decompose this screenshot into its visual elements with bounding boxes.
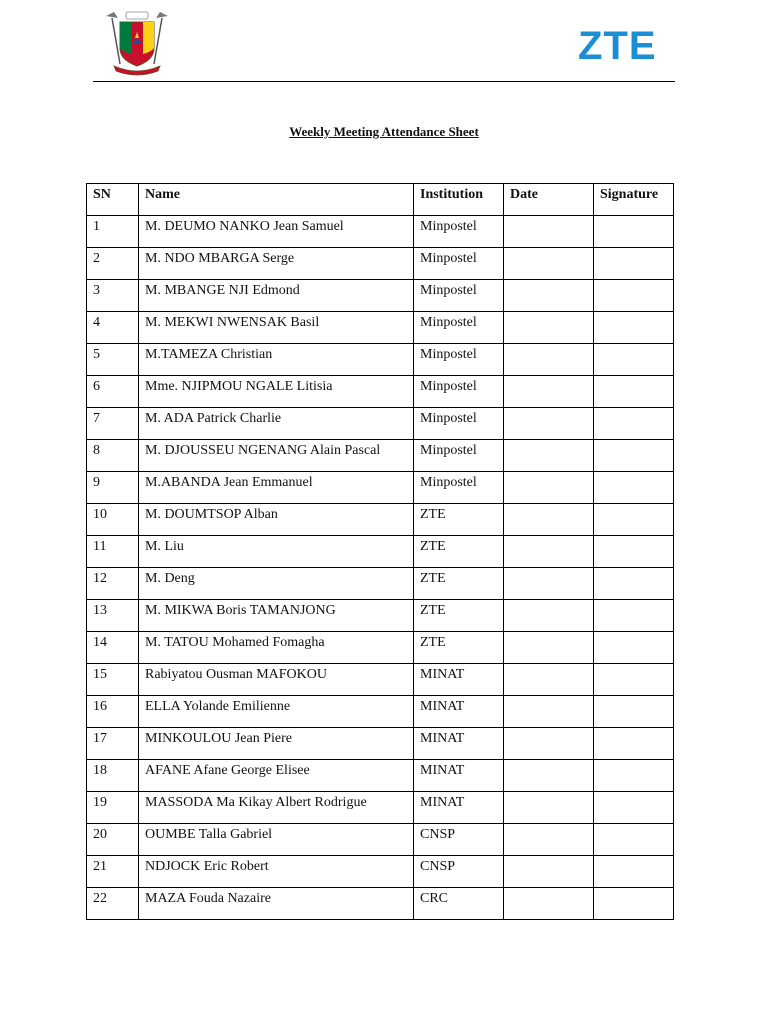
cell-name: M.ABANDA Jean Emmanuel [139, 472, 414, 504]
cell-institution: ZTE [414, 504, 504, 536]
table-row [87, 440, 674, 472]
cell-signature[interactable] [594, 312, 674, 344]
cell-name: M. MBANGE NJI Edmond [139, 280, 414, 312]
cell-institution: Minpostel [414, 408, 504, 440]
table-row [87, 824, 674, 856]
cell-signature[interactable] [594, 472, 674, 504]
cell-date[interactable] [504, 600, 594, 632]
cell-date[interactable] [504, 824, 594, 856]
table-row [87, 504, 674, 536]
cell-institution: Minpostel [414, 312, 504, 344]
cell-date[interactable] [504, 856, 594, 888]
cell-date[interactable] [504, 664, 594, 696]
cell-signature[interactable] [594, 856, 674, 888]
table-row [87, 728, 674, 760]
table-row [87, 664, 674, 696]
table-row [87, 568, 674, 600]
cell-institution: MINAT [414, 728, 504, 760]
cell-date[interactable] [504, 312, 594, 344]
cell-sn: 17 [87, 728, 139, 760]
cell-sn: 16 [87, 696, 139, 728]
table-header-row [87, 184, 674, 216]
cell-sn: 4 [87, 312, 139, 344]
cell-sn: 3 [87, 280, 139, 312]
cell-institution: Minpostel [414, 472, 504, 504]
cameroon-coat-of-arms-icon [104, 8, 170, 76]
cell-date[interactable] [504, 536, 594, 568]
cell-signature[interactable] [594, 440, 674, 472]
cell-date[interactable] [504, 696, 594, 728]
cell-name: AFANE Afane George Elisee [139, 760, 414, 792]
cell-date[interactable] [504, 760, 594, 792]
cell-sn: 19 [87, 792, 139, 824]
cell-date[interactable] [504, 504, 594, 536]
cell-signature[interactable] [594, 536, 674, 568]
cell-sn: 7 [87, 408, 139, 440]
zte-logo: ZTE [578, 24, 657, 68]
cell-date[interactable] [504, 376, 594, 408]
cell-date[interactable] [504, 248, 594, 280]
cell-institution: ZTE [414, 568, 504, 600]
cell-institution: MINAT [414, 696, 504, 728]
cell-date[interactable] [504, 568, 594, 600]
table-row [87, 344, 674, 376]
cell-sn: 2 [87, 248, 139, 280]
table-row [87, 760, 674, 792]
column-header-signature: Signature [594, 184, 674, 216]
cell-institution: CNSP [414, 824, 504, 856]
page-title: Weekly Meeting Attendance Sheet [289, 124, 479, 139]
cell-institution: Minpostel [414, 376, 504, 408]
cell-sn: 14 [87, 632, 139, 664]
table-row [87, 408, 674, 440]
cell-name: OUMBE Talla Gabriel [139, 824, 414, 856]
cell-signature[interactable] [594, 824, 674, 856]
table-row [87, 216, 674, 248]
cell-sn: 6 [87, 376, 139, 408]
table-row [87, 312, 674, 344]
column-header-date: Date [504, 184, 594, 216]
cell-signature[interactable] [594, 408, 674, 440]
cell-sn: 8 [87, 440, 139, 472]
cell-institution: Minpostel [414, 280, 504, 312]
cell-signature[interactable] [594, 664, 674, 696]
cell-sn: 21 [87, 856, 139, 888]
cell-name: MASSODA Ma Kikay Albert Rodrigue [139, 792, 414, 824]
cell-sn: 12 [87, 568, 139, 600]
table-row [87, 280, 674, 312]
cell-signature[interactable] [594, 216, 674, 248]
cell-sn: 9 [87, 472, 139, 504]
cell-name: M. NDO MBARGA Serge [139, 248, 414, 280]
table-row [87, 856, 674, 888]
cell-name: M. DEUMO NANKO Jean Samuel [139, 216, 414, 248]
cell-sn: 5 [87, 344, 139, 376]
cell-institution: MINAT [414, 792, 504, 824]
cell-date[interactable] [504, 440, 594, 472]
cell-name: M. TATOU Mohamed Fomagha [139, 632, 414, 664]
cell-name: M. DJOUSSEU NGENANG Alain Pascal [139, 440, 414, 472]
cell-signature[interactable] [594, 280, 674, 312]
cell-sn: 11 [87, 536, 139, 568]
cell-institution: Minpostel [414, 216, 504, 248]
cell-sn: 22 [87, 888, 139, 920]
cell-name: M. MEKWI NWENSAK Basil [139, 312, 414, 344]
table-row [87, 696, 674, 728]
cell-institution: CRC [414, 888, 504, 920]
cell-sn: 10 [87, 504, 139, 536]
attendance-table [86, 183, 674, 920]
cell-signature[interactable] [594, 600, 674, 632]
cell-name: ELLA Yolande Emilienne [139, 696, 414, 728]
cell-name: Mme. NJIPMOU NGALE Litisia [139, 376, 414, 408]
cell-signature[interactable] [594, 760, 674, 792]
cell-name: Rabiyatou Ousman MAFOKOU [139, 664, 414, 696]
cell-signature[interactable] [594, 568, 674, 600]
cell-date[interactable] [504, 792, 594, 824]
cell-sn: 13 [87, 600, 139, 632]
cell-name: M. ADA Patrick Charlie [139, 408, 414, 440]
cell-sn: 20 [87, 824, 139, 856]
cell-signature[interactable] [594, 792, 674, 824]
cell-name: M. Deng [139, 568, 414, 600]
cell-institution: MINAT [414, 760, 504, 792]
cell-name: M.TAMEZA Christian [139, 344, 414, 376]
cell-institution: MINAT [414, 664, 504, 696]
cell-institution: Minpostel [414, 344, 504, 376]
cell-signature[interactable] [594, 632, 674, 664]
cell-name: NDJOCK Eric Robert [139, 856, 414, 888]
cell-date[interactable] [504, 344, 594, 376]
table-row [87, 248, 674, 280]
cell-institution: Minpostel [414, 248, 504, 280]
column-header-name: Name [139, 184, 414, 216]
cell-institution: ZTE [414, 632, 504, 664]
cell-institution: ZTE [414, 536, 504, 568]
cell-name: M. DOUMTSOP Alban [139, 504, 414, 536]
cell-name: M. MIKWA Boris TAMANJONG [139, 600, 414, 632]
cell-sn: 18 [87, 760, 139, 792]
table-row [87, 472, 674, 504]
cell-sn: 1 [87, 216, 139, 248]
cell-date[interactable] [504, 728, 594, 760]
cell-date[interactable] [504, 408, 594, 440]
table-row [87, 792, 674, 824]
cell-signature[interactable] [594, 728, 674, 760]
cell-date[interactable] [504, 472, 594, 504]
cell-name: MAZA Fouda Nazaire [139, 888, 414, 920]
cell-institution: ZTE [414, 600, 504, 632]
column-header-sn: SN [87, 184, 139, 216]
cell-signature[interactable] [594, 696, 674, 728]
column-header-institution: Institution [414, 184, 504, 216]
cell-signature[interactable] [594, 248, 674, 280]
table-row [87, 632, 674, 664]
cell-name: MINKOULOU Jean Piere [139, 728, 414, 760]
cell-signature[interactable] [594, 376, 674, 408]
cell-date[interactable] [504, 888, 594, 920]
cell-date[interactable] [504, 216, 594, 248]
cell-sn: 15 [87, 664, 139, 696]
cell-signature[interactable] [594, 888, 674, 920]
cell-signature[interactable] [594, 504, 674, 536]
cell-institution: Minpostel [414, 440, 504, 472]
table-row [87, 600, 674, 632]
cell-name: M. Liu [139, 536, 414, 568]
cell-date[interactable] [504, 632, 594, 664]
cell-date[interactable] [504, 280, 594, 312]
table-row [87, 536, 674, 568]
table-row [87, 888, 674, 920]
table-row [87, 376, 674, 408]
header-divider [93, 81, 675, 82]
cell-institution: CNSP [414, 856, 504, 888]
cell-signature[interactable] [594, 344, 674, 376]
